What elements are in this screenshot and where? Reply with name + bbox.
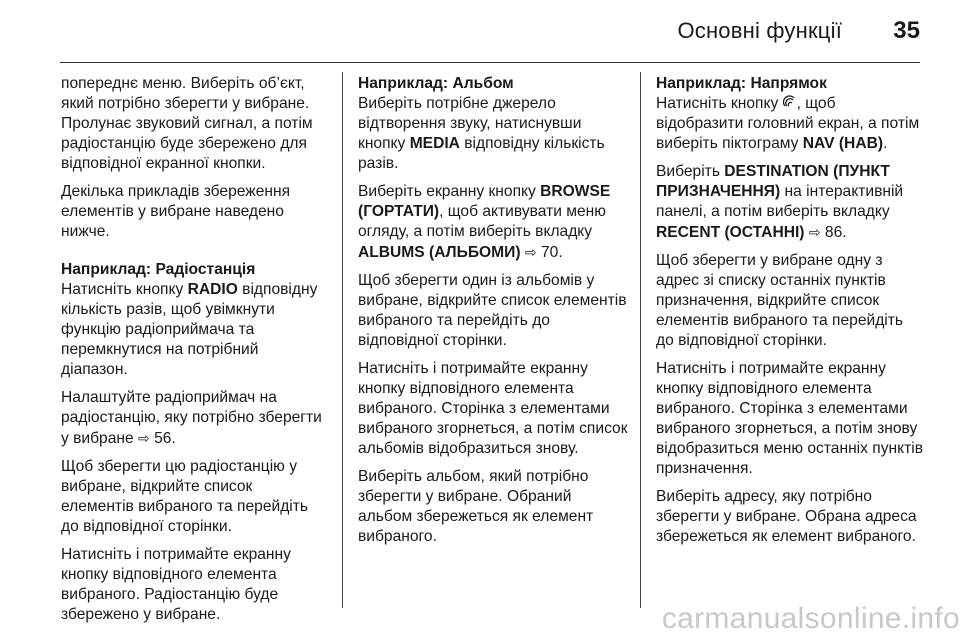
nav-icon-label: NAV (НАВ) [802,135,884,152]
paragraph: Щоб зберегти цю радіостанцію у вибране, відкрийте список елементів вибраного та перейдіть до відповідної сторінки. [61,458,309,535]
column-1 [61,74,327,633]
section-heading-album: Наприклад: Альбом [358,75,514,92]
page-header [60,0,920,62]
column-3 [656,74,924,555]
page-ref: 70 [540,244,559,261]
paragraph: Натисніть і потримайте екранну кнопку відповідного елемента вибраного. Радіостанцію буде збережено у вибране. [61,546,291,623]
recent-tab-label: RECENT (ОСТАННІ) [656,224,805,241]
paragraph: Натисніть і потримайте екранну кнопку відповідного елемента вибраного. Сторінка з елементами вибраного згорнеться, а потім знову відобразиться меню останніх пунктів призначення. [656,360,924,477]
browse-button-label: BROWSE (ГОРТАТИ) [358,183,611,220]
paragraph: Щоб зберегти один із альбомів у вибране, відкрийте список елементів вибраного та перейдіть до відповідної сторінки. [358,272,627,349]
section-heading-destination: Наприклад: Напрямок [656,75,827,92]
column-divider-2 [640,72,641,608]
section-block: Наприклад: Радіостанція Натисніть кнопку RADIO відповідну кількість разів, щоб увімкнути функцію радіоприймача та перемкнутися на потрібний діапазон. [61,261,318,378]
page-ref-icon: ⇨ [808,224,821,240]
paragraph: Виберіть адресу, яку потрібно зберегти у вибране. Обрана адреса збережеться як елемент вибраного. [656,488,917,545]
page-ref: 56 [154,430,172,447]
page-ref-icon: ⇨ [138,430,150,446]
paragraph: Виберіть альбом, який потрібно зберегти у вибране. Обраний альбом збережеться як елемент вибраного. [358,468,594,545]
paragraph: Натисніть і потримайте екранну кнопку відповідного елемента вибраного. Сторінка з елементами вибраного згорнеться, а потім список альбомів відобразиться знову. [358,360,628,457]
page-ref-icon: ⇨ [524,244,537,260]
media-button-label: MEDIA [409,135,460,152]
column-2 [358,74,628,555]
section-heading-radio: Наприклад: Радіостанція [61,261,256,278]
paragraph: Декілька прикладів збереження елементів у вибране наведено нижче. [61,183,291,240]
paragraph: Виберіть DESTINATION (ПУНКТ ПРИЗНАЧЕННЯ) на інтерактивній панелі, а потім виберіть вкладку RECENT (ОСТАННІ) ⇨ 86. [656,163,904,241]
column-divider-1 [342,72,343,608]
albums-tab-label: ALBUMS (АЛЬБОМИ) [358,244,521,261]
home-icon [783,95,797,112]
paragraph: попереднє меню. Виберіть об’єкт, який потрібно зберегти у вибране. Пролунає звуковий сигнал, а потім радіостанцію буде збережено для відповідної екранної кнопки. [61,75,313,172]
section-block: Наприклад: Напрямок Натисніть кнопку , щоб відобразити головний екран, а потім виберіть піктограму NAV (НАВ). [656,75,920,152]
radio-button-label: RADIO [187,281,238,298]
watermark: carmanualsonline.info [661,602,960,635]
page-number: 35 [893,17,920,44]
paragraph: Налаштуйте радіоприймач на радіостанцію, яку потрібно зберегти у вибране ⇨ 56. [61,389,322,447]
paragraph: Щоб зберегти у вибране одну з адрес зі списку останніх пунктів призначення, відкрийте список елементів вибраного та перейдіть до відповідної сторінки. [656,252,904,349]
header-divider [60,62,920,63]
page-title: Основні функції [677,18,842,43]
section-block: Наприклад: Альбом Виберіть потрібне джерело відтворення звуку, натиснувши кнопку MEDIA відповідну кількість разів. [358,75,605,172]
page-ref: 86 [824,224,843,241]
paragraph: Виберіть екранну кнопку BROWSE (ГОРТАТИ), щоб активувати меню огляду, а потім виберіть вкладку ALBUMS (АЛЬБОМИ) ⇨ 70. [358,183,611,261]
destination-button-label: DESTINATION (ПУНКТ ПРИЗНАЧЕННЯ) [656,163,890,200]
